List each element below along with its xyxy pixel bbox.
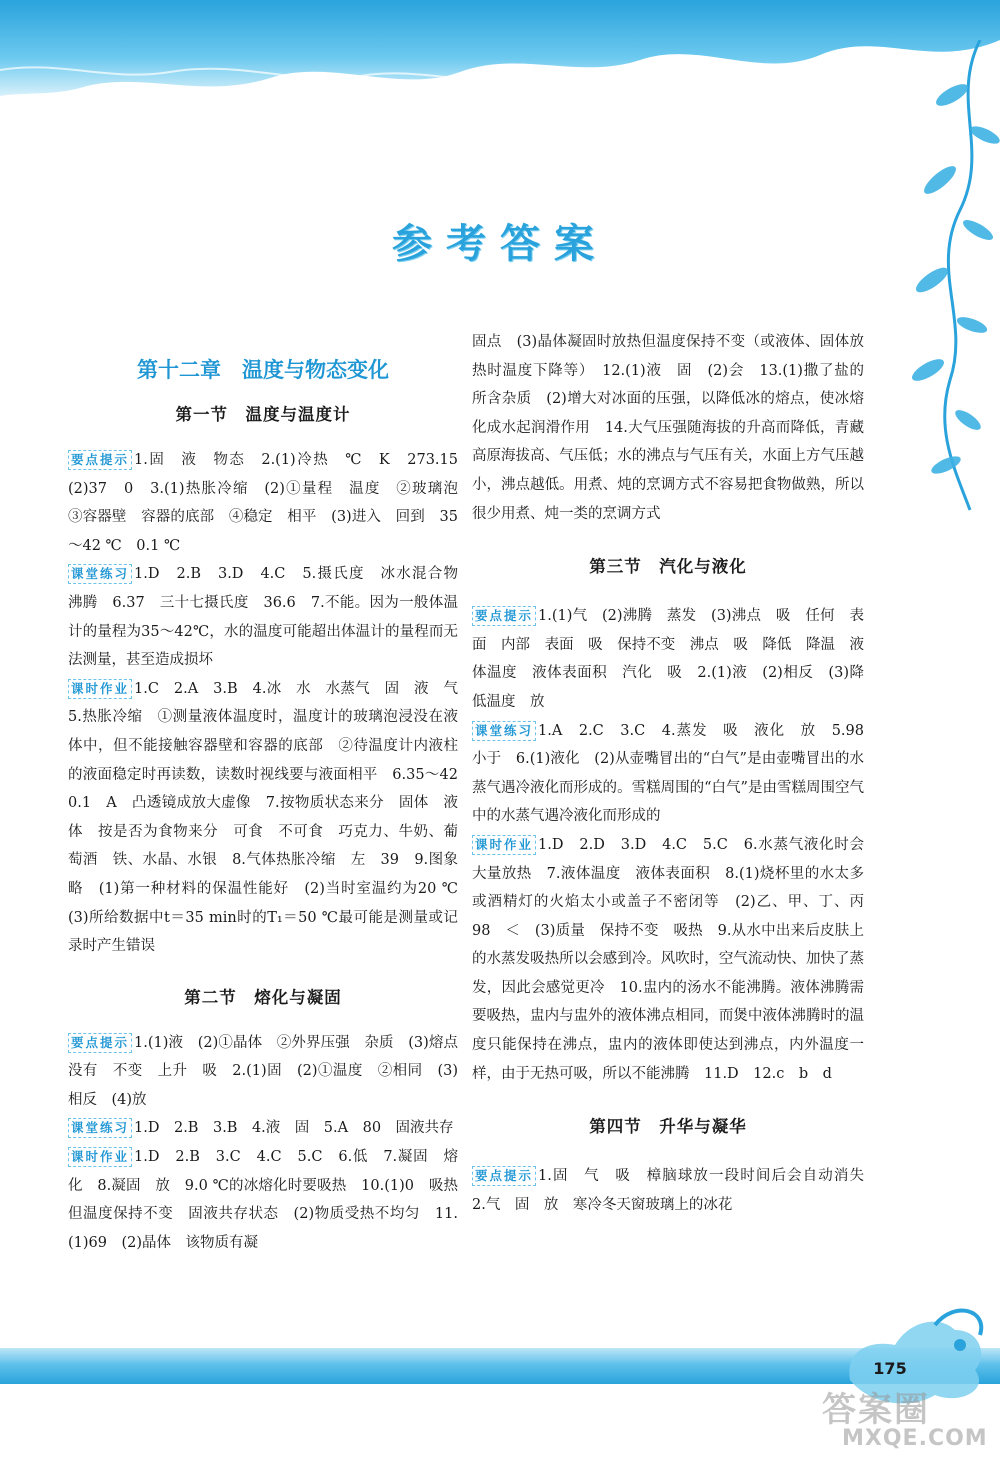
watermark-line-1: 答案圈 bbox=[822, 1390, 930, 1430]
section-title-2: 第二节 熔化与凝固 bbox=[184, 987, 342, 1007]
section-title-3: 第三节 汽化与液化 bbox=[589, 557, 747, 577]
homework-label: 课时作业 bbox=[68, 679, 132, 699]
class-practice-label: 课堂练习 bbox=[68, 564, 132, 584]
s4-key-points-text: 1.固 气 吸 樟脑球放一段时间后会自动消失 2.气 固 放 寒冷冬天窗玻璃上的冰花 bbox=[472, 1168, 879, 1213]
s1-homework bbox=[68, 675, 473, 961]
s1-key-points-text: 1.固 液 物态 2.(1)冷热 ℃ K 273.15 (2)37 0 3.(1)热胀冷缩 (2)①量程 温度 ②玻璃泡 ③容器壁 容器的底部 ④稳定 相平 (3)进入 回到 35～42 ℃ 0.1 ℃ bbox=[68, 452, 473, 554]
vine-decoration bbox=[860, 40, 1000, 520]
homework-label: 课时作业 bbox=[472, 835, 536, 855]
s4-key-points bbox=[472, 1162, 879, 1219]
s3-class-practice-text: 1.A 2.C 3.C 4.蒸发 吸 液化 放 5.98 小于 6.(1)液化 (2)从壶嘴冒出的“白气”是由壶嘴冒出的水蒸气遇冷液化而形成的。雪糕周围的“白气”是由雪糕周围空气中的水蒸气遇冷液化而形成的 bbox=[472, 722, 879, 825]
class-practice-label: 课堂练习 bbox=[68, 1118, 132, 1138]
s1-class-practice-text: 1.D 2.B 3.D 4.C 5.摄氏度 冰水混合物 沸腾 6.37 三十七摄氏度 36.6 7.不能。因为一般体温计的量程为35～42℃，水的温度可能超出体温计的量程而无法测量，甚至造成损坏 bbox=[68, 566, 473, 669]
s3-key-points bbox=[472, 602, 864, 716]
s1-class-practice bbox=[68, 560, 473, 674]
s2-key-points-text: 1.(1)液 (2)①晶体 ②外界压强 杂质 (3)熔点 没有 不变 上升 吸 2.(1)固 (2)①温度 ②相同 (3)相反 (4)放 bbox=[68, 1034, 473, 1108]
s2-homework bbox=[68, 1143, 458, 1257]
s2-class-practice-text: 1.D 2.B 3.B 4.液 固 5.A 80 固液共存 bbox=[134, 1120, 454, 1137]
watermark bbox=[822, 1382, 997, 1462]
s2-homework-text: 1.D 2.B 3.C 4.C 5.C 6.低 7.凝固 熔化 8.凝固 放 9.0 ℃的冰熔化时要吸热 10.(1)0 吸热但温度保持不变 固液共存状态 (2)物质受热不均匀 11.(1)69 (2)晶体 该物质有凝 bbox=[68, 1149, 458, 1251]
section-title-1: 第一节 温度与温度计 bbox=[175, 405, 351, 424]
s2-class-practice bbox=[68, 1114, 458, 1143]
key-points-label: 要点提示 bbox=[68, 1033, 132, 1053]
wave-header-decoration bbox=[0, 0, 1000, 110]
s2-homework-continued: 固点 (3)晶体凝固时放热但温度保持不变（或液体、固体放热时温度下降等） 12.(1)液 固 (2)会 13.(1)撒了盐的 所含杂质 (2)增大对冰面的压强，以降低冰的熔点，使冰熔化成水起润滑作用 14.大气压强随海拔的升高而降低，青藏高原海拔高、气压低；水的沸点与气压有关，水面上方气压越小，沸点越低。用煮、炖的烹调方式不容易把食物做熟，所以很少用煮、炖一类的烹调方式 bbox=[472, 334, 879, 522]
key-points-label: 要点提示 bbox=[472, 606, 536, 626]
s1-homework-text: 1.C 2.A 3.B 4.冰 水 水蒸气 固 液 气 5.热胀冷缩 ①测量液体温度时，温度计的玻璃泡浸没在液体中，但不能接触容器壁和容器的底部 ②待温度计内液柱的液面稳定时再读数，读数时视线要与液面相平 6.35～42 0.1 A 凸透镜成放大虚像 7.按物质状态来分 固体 液体 按是否为食物来分 可食 不可食 巧克力、牛奶、葡萄酒 铁、水晶、水银 8.气体热胀冷缩 左 39 9.图象略 (1)第一种材料的保温性能好 (2)当时室温约为20 ℃ (3)所给数据中t＝35 min时的T₁＝50 ℃最可能是测量或记录时产生错误 bbox=[68, 680, 473, 955]
s3-homework bbox=[472, 831, 879, 1088]
section-title-4: 第四节 升华与凝华 bbox=[589, 1117, 747, 1137]
s3-key-points-text: 1.(1)气 (2)沸腾 蒸发 (3)沸点 吸 任何 表面 内部 表面 吸 保持不变 沸点 吸 降低 降温 液体温度 液体表面积 汽化 吸 2.(1)液 (2)相反 (3)降低温度 放 bbox=[472, 608, 864, 710]
page-number: 175 bbox=[873, 1359, 907, 1378]
page-title: 参考答案 bbox=[392, 220, 608, 267]
s3-class-practice bbox=[472, 717, 879, 831]
right-column bbox=[472, 328, 879, 1219]
left-column bbox=[68, 350, 473, 1257]
s2-key-points bbox=[68, 1029, 473, 1115]
watermark-line-2: MXQE.COM bbox=[842, 1426, 988, 1451]
class-practice-label: 课堂练习 bbox=[472, 721, 536, 741]
chapter-title: 第十二章 温度与物态变化 bbox=[137, 358, 389, 382]
key-points-label: 要点提示 bbox=[68, 450, 132, 470]
key-points-label: 要点提示 bbox=[472, 1166, 536, 1186]
s3-homework-text: 1.D 2.D 3.D 4.C 5.C 6.水蒸气液化时会大量放热 7.液体温度 液体表面积 8.(1)烧杯里的水太多或酒精灯的火焰太小或盖子不密闭等 (2)乙、甲、丁、丙 98 ＜ (3)质量 保持不变 吸热 9.从水中出来后皮肤上的水蒸发吸热所以会感到冷。风吹时，空气流动快、加快了蒸发，因此会感觉更冷 10.盅内的汤水不能沸腾。液体沸腾需要吸热，盅内与盅外的液体沸点相同，而煲中液体沸腾时的温度只能保持在沸点，盅内的液体即使达到沸点，内外温度一样，由于无热可吸，所以不能沸腾 11.D 12.c b d bbox=[472, 836, 879, 1082]
s1-key-points bbox=[68, 446, 473, 560]
homework-label: 课时作业 bbox=[68, 1147, 132, 1167]
